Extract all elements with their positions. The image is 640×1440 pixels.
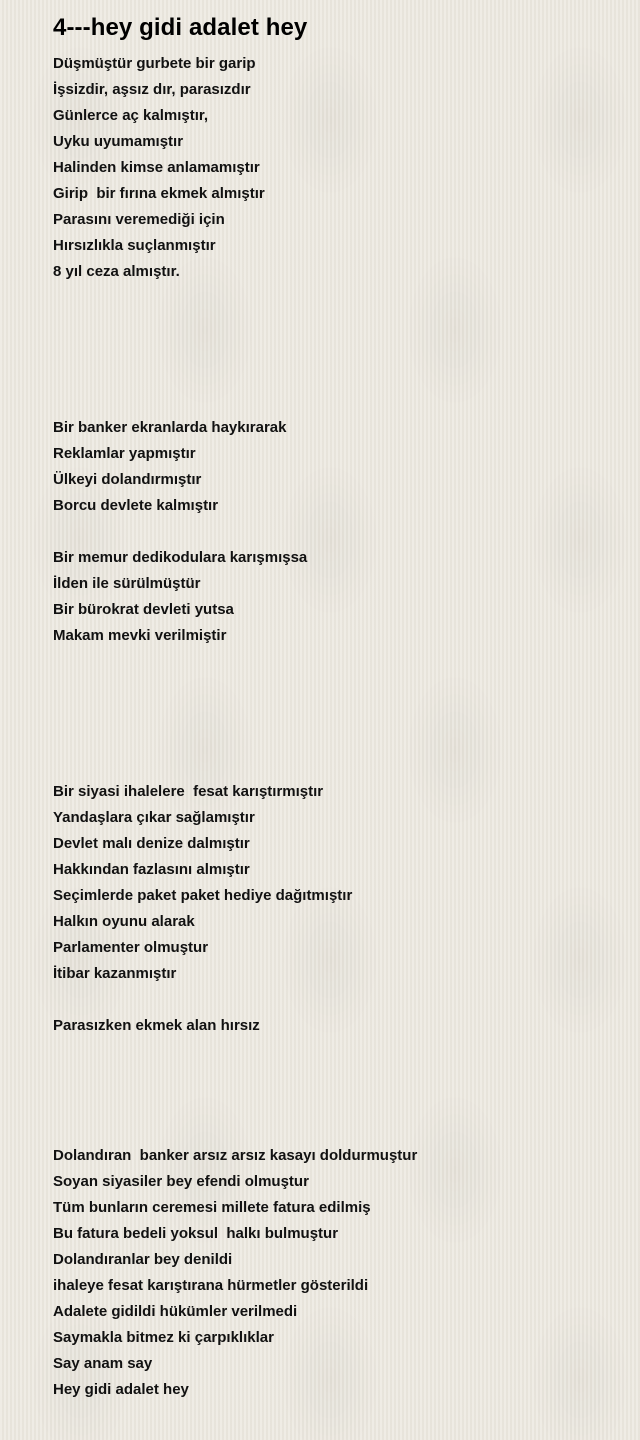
poem-line: Reklamlar yapmıştır [53, 445, 196, 462]
poem-line: Düşmüştür gurbete bir garip [53, 55, 256, 72]
blank-line [53, 1117, 613, 1143]
blank-line [53, 1039, 613, 1065]
poem-line: İşsizdir, aşsız dır, parasızdır [53, 81, 251, 98]
poem-line: 8 yıl ceza almıştır. [53, 263, 180, 280]
blank-line [53, 363, 613, 389]
blank-line [53, 649, 613, 675]
blank-line [53, 753, 613, 779]
blank-line [53, 987, 613, 1013]
poem-line: Ülkeyi dolandırmıştır [53, 471, 202, 488]
poem-line: Bir bürokrat devleti yutsa [53, 601, 234, 618]
poem-line: Borcu devlete kalmıştır [53, 497, 219, 514]
poem-line: İlden ile sürülmüştür [53, 575, 201, 592]
blank-line [53, 337, 613, 363]
poem-line: Adalete gidildi hükümler verilmedi [53, 1303, 298, 1320]
poem-line: Saymakla bitmez ki çarpıklıklar [53, 1329, 274, 1346]
poem-body [53, 51, 613, 1403]
poem-line: Hırsızlıkla suçlanmıştır [53, 237, 216, 254]
blank-line [53, 727, 613, 753]
poem-line: Halinden kimse anlamamıştır [53, 159, 260, 176]
poem-line: Devlet malı denize dalmıştır [53, 835, 250, 852]
poem-line: Parasını veremediği için [53, 211, 225, 228]
poem-line: Makam mevki verilmiştir [53, 627, 227, 644]
blank-line [53, 389, 613, 415]
blank-line [53, 519, 613, 545]
poem-title: 4---hey gidi adalet hey [53, 14, 308, 41]
poem-line: Bir memur dedikodulara karışmışsa [53, 549, 308, 566]
poem-line: İtibar kazanmıştır [53, 965, 177, 982]
blank-line [53, 701, 613, 727]
poem-line: Dolandıranlar bey denildi [53, 1251, 233, 1268]
poem-line: Parasızken ekmek alan hırsız [53, 1017, 260, 1034]
poem-line: Hakkından fazlasını almıştır [53, 861, 250, 878]
poem-page [53, 13, 613, 1403]
poem-line: Soyan siyasiler bey efendi olmuştur [53, 1173, 309, 1190]
poem-line: Say anam say [53, 1355, 153, 1372]
poem-line: Seçimlerde paket paket hediye dağıtmıştır [53, 887, 353, 904]
poem-line: Bir banker ekranlarda haykırarak [53, 419, 287, 436]
blank-line [53, 285, 613, 311]
poem-line: Dolandıran banker arsız arsız kasayı doldurmuştur [53, 1147, 418, 1164]
poem-line: Yandaşlara çıkar sağlamıştır [53, 809, 255, 826]
poem-line: Hey gidi adalet hey [53, 1381, 189, 1398]
poem-line: Halkın oyunu alarak [53, 913, 195, 930]
blank-line [53, 675, 613, 701]
poem-line: Uyku uyumamıştır [53, 133, 184, 150]
poem-line: Girip bir fırına ekmek almıştır [53, 185, 265, 202]
poem-line: Bir siyasi ihalelere fesat karıştırmıştır [53, 783, 324, 800]
blank-line [53, 1091, 613, 1117]
blank-line [53, 311, 613, 337]
poem-line: ihaleye fesat karıştırana hürmetler gösterildi [53, 1277, 369, 1294]
poem-line: Bu fatura bedeli yoksul halkı bulmuştur [53, 1225, 339, 1242]
poem-line: Tüm bunların ceremesi millete fatura edilmiş [53, 1199, 371, 1216]
blank-line [53, 1065, 613, 1091]
poem-line: Günlerce aç kalmıştır, [53, 107, 209, 124]
poem-line: Parlamenter olmuştur [53, 939, 209, 956]
